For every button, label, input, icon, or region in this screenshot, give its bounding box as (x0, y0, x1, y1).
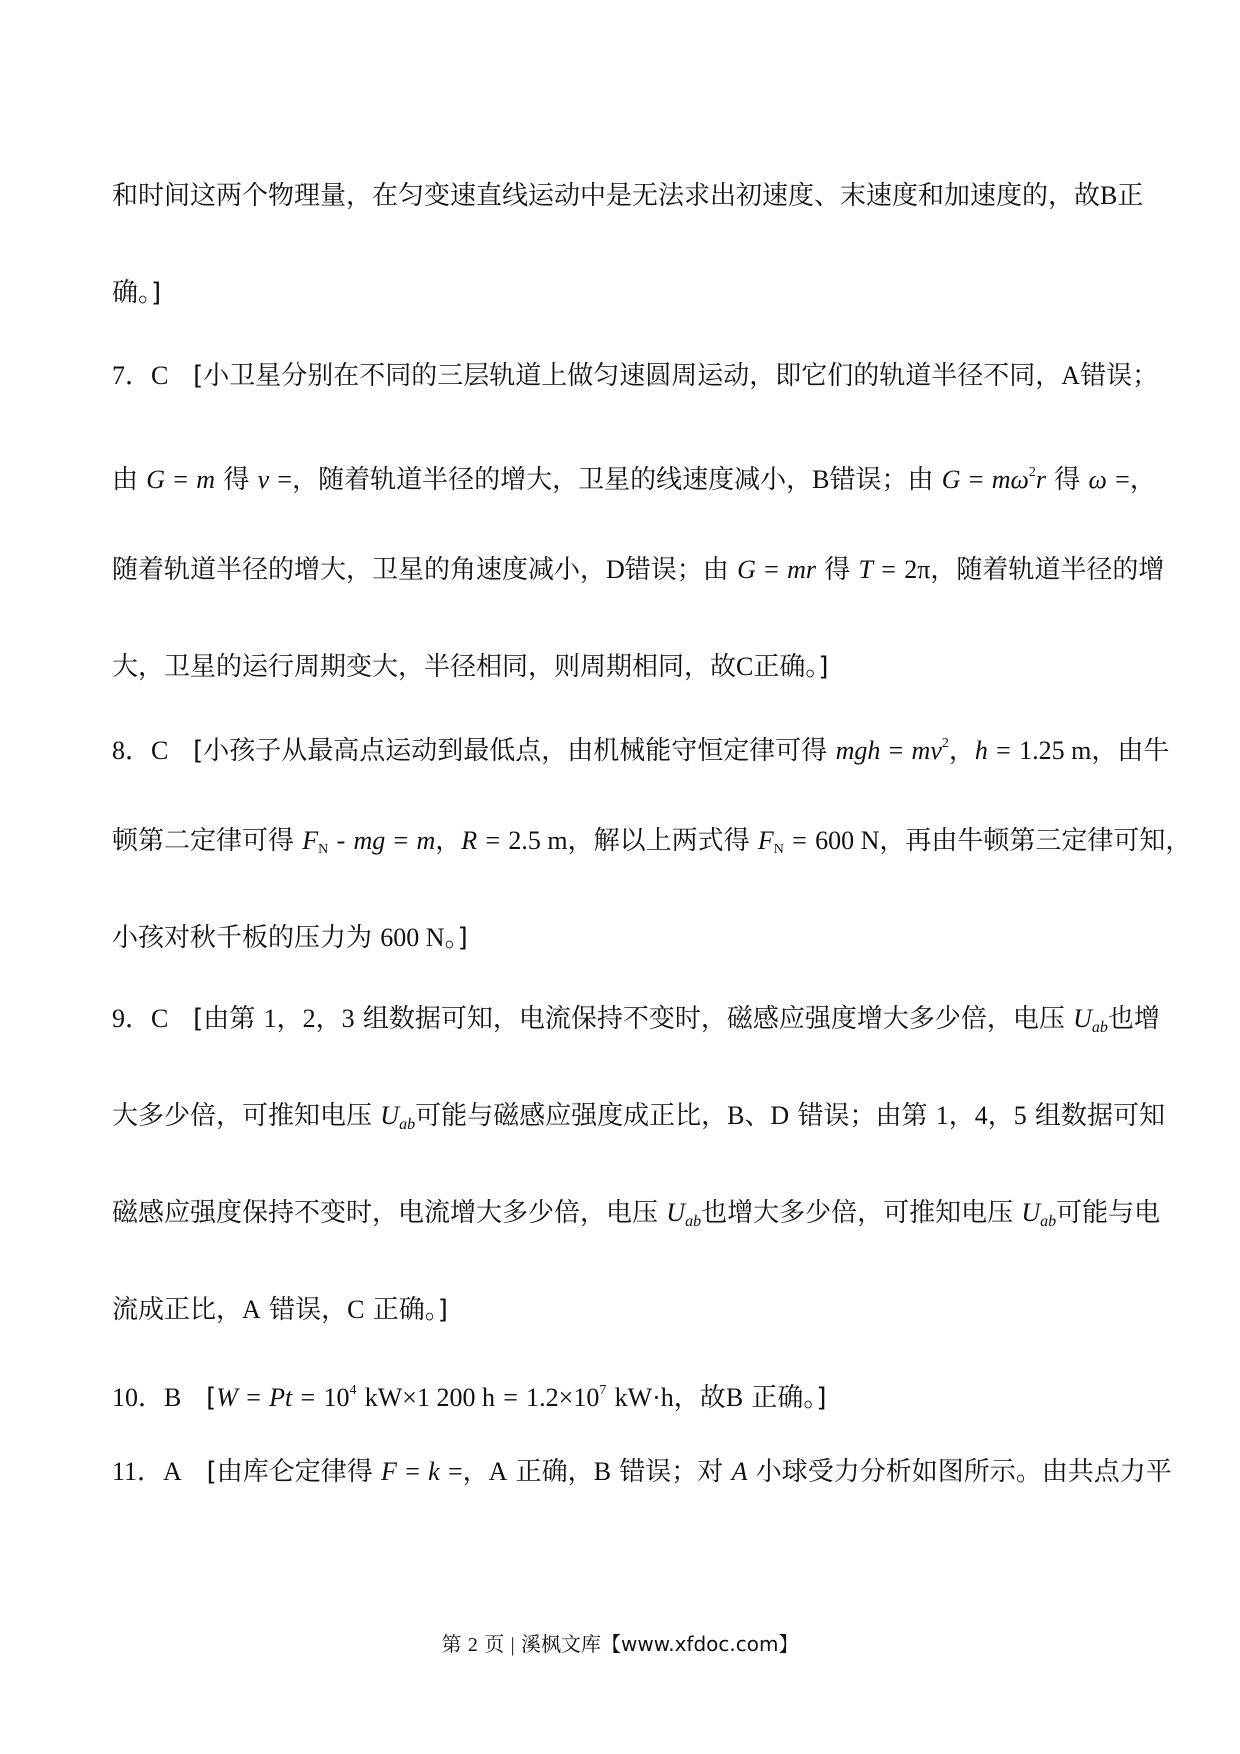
math-var: mg (353, 826, 386, 855)
math-var: m (196, 465, 216, 494)
math-op: = (792, 826, 807, 855)
footer-text: 第 (441, 1632, 462, 1656)
math-op: = (246, 1383, 261, 1412)
text-run: 流成正比， (112, 1295, 243, 1325)
text-run: ， (462, 1457, 489, 1487)
math-var: W (216, 1383, 238, 1412)
text-run: 小孩对秋千板的压力为 (112, 923, 373, 953)
text-run: [由库仑定律得 (206, 1457, 373, 1487)
math-op: = (503, 1383, 518, 1412)
text-run: ，再由牛顿第三定律可知， (879, 826, 1192, 856)
option-letter: B (725, 1383, 744, 1412)
math-op: = (881, 555, 896, 584)
math-var: R (461, 826, 478, 855)
answer-line (112, 1197, 1161, 1238)
text-run: 错误；由第 (797, 1101, 928, 1131)
text-run: ， (987, 1101, 1014, 1131)
text-run: ，随着轨道半径的增 (930, 555, 1165, 585)
answer-line (112, 825, 1192, 866)
text-run: 确。] (112, 278, 162, 308)
math-var: U (666, 1198, 686, 1227)
math-var: U (380, 1101, 400, 1130)
text-run: 大，卫星的运行周期变大，半径相同，则周期相同，故 (112, 652, 737, 682)
math-var: ω (1088, 465, 1107, 494)
text-run: 正确， (515, 1457, 594, 1487)
math-value: 1 (935, 1101, 949, 1130)
text-run: ， (435, 826, 462, 856)
math-op: = (447, 1457, 463, 1486)
superscript: 2 (941, 736, 949, 751)
text-run: 随着轨道半径的增大，卫星的角速度减小， (112, 555, 607, 585)
option-letter: C (736, 652, 754, 681)
text-run: 错误；由 (624, 555, 729, 585)
answer-line (112, 180, 1152, 212)
math-op: = (485, 826, 501, 855)
text-run: 可能与电 (1056, 1198, 1161, 1228)
math-op: = (888, 736, 904, 765)
math-op: = (996, 736, 1011, 765)
math-op: = (300, 1383, 316, 1412)
math-value: 2 (302, 1004, 316, 1033)
text-run: 组数据可知 (1035, 1101, 1166, 1131)
text-run: 也增 (1107, 1004, 1160, 1034)
footer-text: 页 (484, 1632, 505, 1656)
text-run: [小卫星分别在不同的三层轨道上做匀速圆周运动，即它们的轨道半径不同， (193, 361, 1062, 391)
math-var: mgh (835, 736, 881, 765)
math-var: mω (991, 465, 1029, 494)
text-run: 小球受力分析如图所示。由共点力平 (755, 1457, 1172, 1487)
math-var: G (146, 465, 166, 494)
text-run: ，随着轨道半径的增大，卫星的线速度减小， (292, 465, 813, 495)
math-var: G (941, 465, 961, 494)
page-footer (0, 1630, 1240, 1659)
superscript: 7 (599, 1383, 607, 1398)
option-letter: D (606, 555, 625, 584)
math-value: 600 N (815, 826, 880, 855)
math-op: = (968, 465, 984, 494)
text-run: ，由牛 (1091, 736, 1170, 766)
text-run: 组数据可知，电流保持不变时，磁感应强度增大多少倍，电压 (362, 1004, 1065, 1034)
text-run: 错误， (269, 1295, 348, 1325)
page-number: 2 (467, 1634, 478, 1656)
text-run: 磁感应强度保持不变时，电流增大多少倍，电压 (112, 1198, 659, 1228)
text-run: 大多少倍，可推知电压 (112, 1101, 373, 1131)
answer-line (112, 651, 1152, 683)
option-letter: B (593, 1457, 612, 1486)
math-var: m (911, 736, 931, 765)
math-var: U (1021, 1198, 1041, 1227)
text-run: 。] (444, 923, 468, 953)
answer-8-line (112, 728, 1170, 767)
text-run: 也增大多少倍，可推知电压 (701, 1198, 1014, 1228)
math-value: 1.25 m (1019, 736, 1092, 765)
text-run: ，故 (673, 1383, 726, 1413)
math-op: = (393, 826, 409, 855)
option-letter: C (347, 1295, 365, 1324)
text-run: 和时间这两个物理量，在匀变速直线运动中是无法求出初速度、末速度和加速度的，故 (112, 181, 1101, 211)
text-run: ， (948, 736, 975, 766)
math-value: 4 (974, 1101, 988, 1130)
answer-11-line (112, 1456, 1172, 1488)
answer-line (112, 922, 1152, 954)
math-op: - (336, 826, 346, 855)
text-run: 错误； (1080, 361, 1159, 391)
subscript: ab (399, 1116, 416, 1133)
text-run: 正确。] (751, 1383, 827, 1413)
text-run: ， (1129, 465, 1156, 495)
math-var: v (930, 736, 942, 765)
question-number: 8．C (112, 736, 169, 765)
math-var: h (974, 736, 988, 765)
option-letter: B、D (727, 1101, 790, 1130)
subscript: N (318, 842, 329, 857)
answer-10-line (112, 1375, 1152, 1414)
question-number: 10．B (112, 1383, 182, 1412)
superscript: 2 (1028, 465, 1036, 480)
text-run: [ (206, 1383, 217, 1413)
math-value: 1 (263, 1004, 277, 1033)
text-run: 正确。] (753, 652, 829, 682)
answer-line (112, 1100, 1166, 1141)
text-run: 得 (223, 465, 250, 495)
answer-line (112, 1294, 1152, 1326)
answer-9-line (112, 1003, 1160, 1044)
option-letter: A (242, 1295, 261, 1324)
subscript: ab (1091, 1019, 1108, 1036)
answer-line (112, 457, 1156, 496)
math-var: r (1035, 465, 1046, 494)
subscript: N (773, 842, 784, 857)
footer-separator: | (510, 1634, 515, 1656)
text-run: [由第 (193, 1004, 256, 1034)
text-run: 错误；由 (829, 465, 934, 495)
math-value: kW×1 200 h (364, 1383, 495, 1412)
math-op: = (173, 465, 188, 494)
math-var: F (757, 826, 774, 855)
text-run: 错误；对 (619, 1457, 724, 1487)
text-run: 由 (112, 465, 139, 495)
text-run: ， (948, 1101, 975, 1131)
math-var: A (731, 1457, 748, 1486)
subscript: ab (685, 1213, 702, 1230)
option-letter: A (1061, 361, 1081, 390)
subscript: ab (1040, 1213, 1057, 1230)
text-run: ，解以上两式得 (567, 826, 750, 856)
math-var: v (257, 465, 270, 494)
option-letter: B (812, 465, 830, 494)
text-run: ， (315, 1004, 342, 1034)
math-var: U (1073, 1004, 1092, 1033)
math-var: m (416, 826, 436, 855)
math-var: F (302, 826, 319, 855)
math-var: G (737, 555, 756, 584)
math-value: 5 (1013, 1101, 1027, 1130)
math-op: = (277, 465, 293, 494)
math-value: 3 (341, 1004, 355, 1033)
math-var: k (428, 1457, 440, 1486)
text-run: ， (276, 1004, 303, 1034)
math-value: 600 N (380, 923, 445, 952)
question-number: 11．A (112, 1457, 182, 1486)
math-value: 2.5 m (508, 826, 568, 855)
math-var: T (858, 555, 873, 584)
math-op: = (764, 555, 779, 584)
superscript: 4 (349, 1383, 357, 1398)
math-op: = (1115, 465, 1130, 494)
text-run: 得 (1054, 465, 1081, 495)
math-value: 1.2×10 (526, 1383, 600, 1412)
math-var: Pt (269, 1383, 293, 1412)
math-value: kW·h (614, 1383, 674, 1412)
math-value: 10 (323, 1383, 350, 1412)
text-run: 顿第二定律可得 (112, 826, 295, 856)
math-var: mr (787, 555, 816, 584)
answer-line (112, 277, 1152, 309)
question-number: 7．C (112, 361, 169, 390)
text-run: 得 (824, 555, 851, 585)
question-number: 9．C (112, 1004, 169, 1033)
text-run: 可能与磁感应强度成正比， (415, 1101, 728, 1131)
footer-site: 溪枫文库【www.xfdoc.com】 (520, 1632, 799, 1656)
text-run: 正确。] (372, 1295, 448, 1325)
text-run: 正 (1117, 181, 1144, 211)
option-letter: A (488, 1457, 508, 1486)
option-letter: B (1100, 181, 1118, 210)
math-var: F (381, 1457, 397, 1486)
text-run: [小孩子从最高点运动到最低点，由机械能守恒定律可得 (193, 736, 828, 766)
math-value: 2π (904, 555, 931, 584)
answer-line (112, 554, 1165, 586)
answer-7-line (112, 360, 1159, 392)
math-op: = (405, 1457, 420, 1486)
